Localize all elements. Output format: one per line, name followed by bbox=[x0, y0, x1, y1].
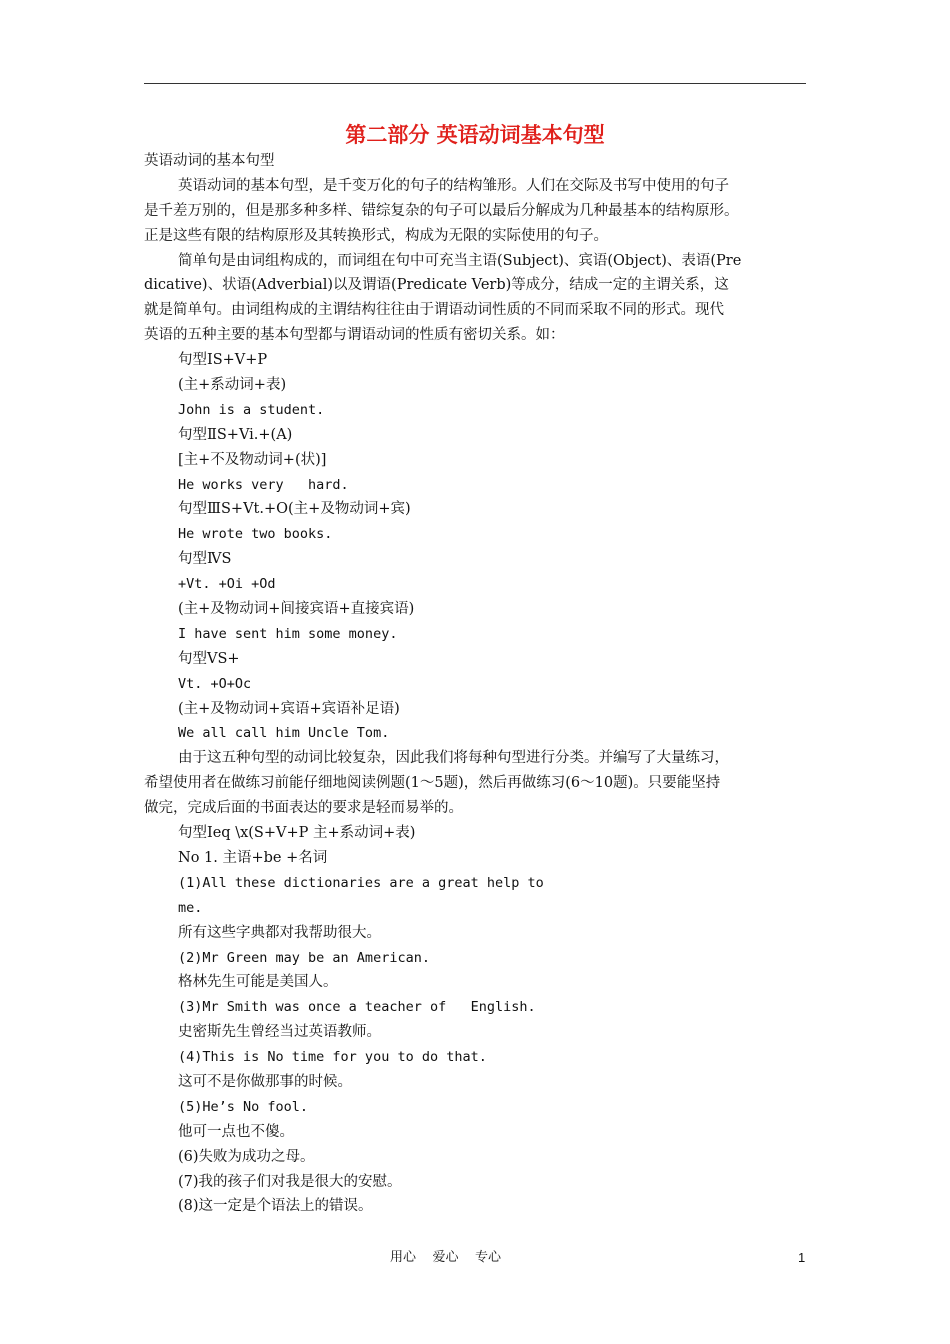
text-line: 简单句是由词组构成的，而词组在句中可充当主语(Subject)、宾语(Object)、表语(Pre bbox=[178, 252, 742, 269]
text-line: (7)我的孩子们对我是很大的安慰。 bbox=[178, 1173, 402, 1190]
text-line: 所有这些字典都对我帮助很大。 bbox=[178, 924, 381, 941]
text-line: 句型Ⅰeq \x(S+V+P 主+系动词+表) bbox=[178, 825, 416, 842]
footer-text: 用心 爱心 专心 bbox=[390, 1250, 502, 1265]
text-line: (6)失败为成功之母。 bbox=[178, 1148, 315, 1165]
page-footer bbox=[0, 1248, 950, 1268]
text-line: I have sent him some money. bbox=[178, 625, 398, 642]
text-line: [主+不及物动词+(状)] bbox=[178, 451, 327, 468]
document-body bbox=[144, 149, 806, 1219]
text-line: 就是简单句。由词组构成的主谓结构往往由于谓语动词性质的不同而采取不同的形式。现代 bbox=[144, 302, 724, 319]
text-line: dicative)、状语(Adverbial)以及谓语(Predicate Verb)等成分，结成一定的主谓关系，这 bbox=[144, 277, 729, 294]
text-line: 是千差万别的，但是那多种多样、错综复杂的句子可以最后分解成为几种最基本的结构原形。 bbox=[144, 202, 739, 219]
text-line: He works very hard. bbox=[178, 476, 349, 493]
text-line: 句型ⅠS+V+P bbox=[178, 352, 268, 369]
text-line: 希望使用者在做练习前能仔细地阅读例题(1～5题)，然后再做练习(6～10题)。只要能坚持 bbox=[144, 775, 721, 792]
text-line: me. bbox=[178, 899, 203, 916]
text-line: (8)这一定是个语法上的错误。 bbox=[178, 1198, 373, 1215]
text-line: (2)Mr Green may be an American. bbox=[178, 949, 430, 966]
text-line: 史密斯先生曾经当过英语教师。 bbox=[178, 1024, 381, 1041]
text-line: 由于这五种句型的动词比较复杂，因此我们将每种句型进行分类。并编写了大量练习， bbox=[178, 750, 729, 767]
text-line: (4)This is No time for you to do that. bbox=[178, 1049, 487, 1066]
text-line: (主+系动词+表) bbox=[178, 377, 287, 394]
text-line: John is a student. bbox=[178, 401, 325, 418]
text-line: 句型ⅡS+Vi.+(A) bbox=[178, 426, 293, 443]
text-line: (主+及物动词+宾语+宾语补足语) bbox=[178, 700, 400, 717]
text-line: (3)Mr Smith was once a teacher of English. bbox=[178, 999, 536, 1016]
text-line: (1)All these dictionaries are a great help to bbox=[178, 874, 544, 891]
text-line: 他可一点也不傻。 bbox=[178, 1123, 294, 1140]
text-line: 句型ⅣS bbox=[178, 551, 232, 568]
text-line: Vt. +O+Oc bbox=[178, 675, 252, 692]
text-line: We all call him Uncle Tom. bbox=[178, 725, 390, 742]
text-line: (主+及物动词+间接宾语+直接宾语) bbox=[178, 601, 415, 618]
text-line: 英语动词的基本句型，是千变万化的句子的结构雏形。人们在交际及书写中使用的句子 bbox=[178, 177, 729, 194]
text-line: +Vt. +Oi +Od bbox=[178, 576, 276, 593]
text-line: No 1. 主语+be +名词 bbox=[178, 849, 328, 866]
text-line: 英语的五种主要的基本句型都与谓语动词的性质有密切关系。如： bbox=[144, 327, 565, 344]
text-line: (5)He’s No fool. bbox=[178, 1098, 309, 1115]
text-line: 正是这些有限的结构原形及其转换形式，构成为无限的实际使用的句子。 bbox=[144, 227, 608, 244]
header-rule bbox=[144, 83, 806, 84]
page-title: 第二部分 英语动词基本句型 bbox=[345, 122, 605, 147]
text-line: 句型ⅢS+Vt.+O(主+及物动词+宾) bbox=[178, 501, 411, 518]
page-number: 1 bbox=[798, 1250, 806, 1265]
text-line: 格林先生可能是美国人。 bbox=[178, 974, 338, 991]
text-line: 做完，完成后面的书面表达的要求是轻而易举的。 bbox=[144, 800, 463, 817]
text-line: 这可不是你做那事的时候。 bbox=[178, 1073, 352, 1090]
text-line: 句型ⅤS+ bbox=[178, 650, 240, 667]
text-line: 英语动词的基本句型 bbox=[144, 153, 275, 169]
text-line: He wrote two books. bbox=[178, 526, 333, 543]
